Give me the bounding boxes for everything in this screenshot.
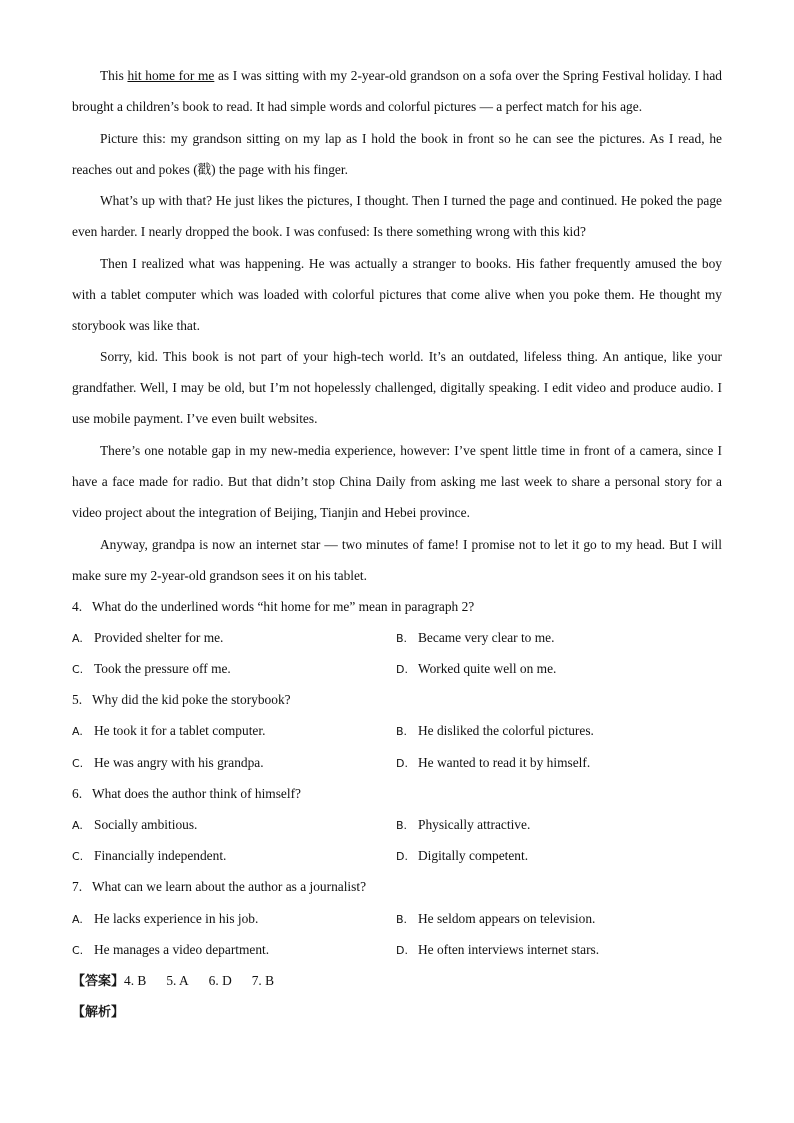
q5-option-d[interactable]: D. He wanted to read it by himself. [396,755,591,770]
answer-label: 【答案】 [72,974,125,989]
question-number: 7. [72,879,83,894]
q6-option-c[interactable]: C. Financially independent. [72,848,227,863]
q4-option-d[interactable]: D. Worked quite well on me. [396,661,557,676]
question-number: 4. [72,599,83,614]
question-4 [72,597,722,617]
question-6 [72,784,722,804]
answer-item: 6. D [208,973,232,988]
passage-paragraph-1 [72,60,722,122]
passage-paragraph-7: Anyway, grandpa is now an internet star — two minutes of fame! I promise not to let it go to my head. But I will make sure my 2-year-old grandson sees it on his tablet. [72,537,722,584]
q5-option-c[interactable]: C. He was angry with his grandpa. [72,755,264,770]
passage-paragraph-5: Sorry, kid. This book is not part of your high-tech world. It’s an outdated, lifeless thing. An antique, like your grandfather. Well, I may be old, but I’m not hopelessly challenged, digitally speaking. I edit video and produce audio. I use mobile payment. I’ve even built websites. [72,349,722,427]
answer-item: 7. B [251,973,275,988]
q7-option-d[interactable]: D. He often interviews internet stars. [396,942,600,957]
q7-option-b[interactable]: B. He seldom appears on television. [396,911,596,926]
question-text: Why did the kid poke the storybook? [92,692,291,707]
question-number: 5. [72,692,83,707]
question-number: 6. [72,786,83,801]
q6-option-d[interactable]: D. Digitally competent. [396,848,529,863]
question-text: What can we learn about the author as a journalist? [92,879,367,894]
analysis-heading [72,1001,124,1024]
p1-lead: This [100,68,128,83]
q7-option-a[interactable]: A. He lacks experience in his job. [72,911,259,926]
q4-option-b[interactable]: B. Became very clear to me. [396,630,555,645]
passage-paragraph-2: Picture this: my grandson sitting on my lap as I hold the book in front so he can see the pictures. As I read, he reaches out and pokes (戳) the page with his finger. [72,131,722,178]
underlined-phrase: hit home for me [127,68,215,83]
passage-paragraph-3: What’s up with that? He just likes the pictures, I thought. Then I turned the page and continued. He poked the page even harder. I nearly dropped the book. I was confused: Is there something wrong with this kid? [72,193,722,240]
q6-option-a[interactable]: A. Socially ambitious. [72,817,198,832]
passage-paragraph-4: Then I realized what was happening. He was actually a stranger to books. His father frequently amused the boy with a tablet computer which was loaded with colorful pictures that come alive when you poke them. He thought my storybook was like that. [72,256,722,334]
q6-option-b[interactable]: B. Physically attractive. [396,817,531,832]
q5-option-a[interactable]: A. He took it for a tablet computer. [72,723,266,738]
answer-key [72,970,294,993]
q4-option-a[interactable]: A. Provided shelter for me. [72,630,224,645]
question-5 [72,690,722,710]
question-text: What does the author think of himself? [92,786,301,801]
question-text: What do the underlined words “hit home for me” mean in paragraph 2? [92,599,475,614]
analysis-label: 【解析】 [72,1005,125,1020]
q7-option-c[interactable]: C. He manages a video department. [72,942,270,957]
p1-rest: as I was sitting with my 2-year-old grandson on a sofa over the Spring Festival holiday. I had brought a children’s book to read. It had simple words and colorful pictures — a perfect match for his age. [72,68,722,115]
q5-option-b[interactable]: B. He disliked the colorful pictures. [396,723,594,738]
answer-item: 4. B [124,973,147,988]
answer-item: 5. A [166,973,189,988]
question-7 [72,877,722,897]
passage-paragraph-6: There’s one notable gap in my new-media experience, however: I’ve spent little time in front of a camera, since I have a face made for radio. But that didn’t stop China Daily from asking me last week to share a personal story for a video project about the integration of Beijing, Tianjin and Hebei province. [72,443,722,521]
q4-option-c[interactable]: C. Took the pressure off me. [72,661,231,676]
